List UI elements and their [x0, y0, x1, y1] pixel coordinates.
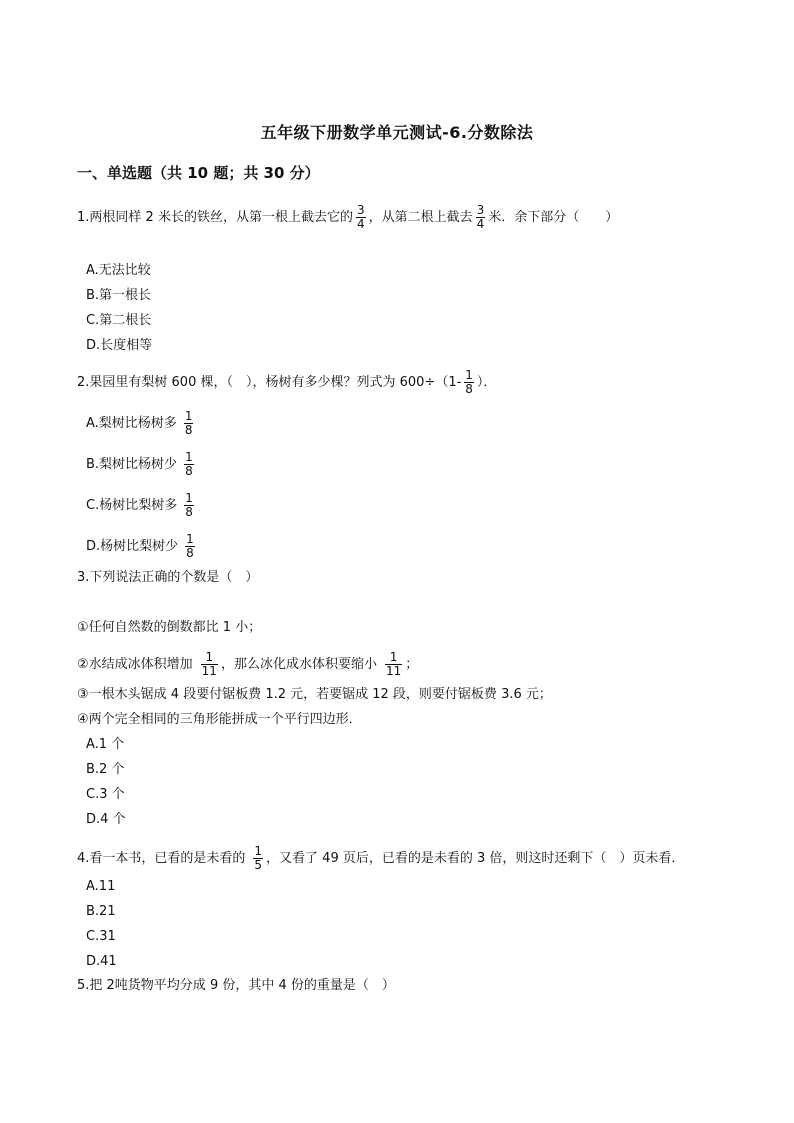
question-2	[77, 369, 496, 396]
fraction-1-8: $\frac{1}{8}$	[184, 409, 193, 437]
q4-option-a[interactable]: A.11	[86, 879, 116, 894]
q1-option-c[interactable]: C.第二根长	[86, 313, 152, 328]
fraction-1-5: $\frac{1}{5}$	[254, 844, 263, 872]
question-1-text-end: 米．余下部分（ ）	[488, 210, 619, 225]
section-heading: 一、单选题（共 10 题；共 30 分）	[77, 164, 320, 182]
question-2-text-start: 2.果园里有梨树 600 棵，（ ），杨树有多少棵？列式为 600÷（1-	[77, 375, 462, 390]
q4-option-c[interactable]: C.31	[86, 929, 116, 944]
statement-3: ③一根木头锯成 4 段要付锯板费 1.2 元，若要锯成 12 段，则要付锯板费 3.6 元；	[77, 687, 552, 702]
page-title: 五年级下册数学单元测试-6.分数除法	[260, 123, 534, 142]
statement-1: ①任何自然数的倒数都比 1 小；	[77, 620, 262, 635]
q1-option-a[interactable]: A.无法比较	[86, 263, 151, 278]
question-1	[77, 204, 618, 231]
fraction-3-4: $\frac{3}{4}$	[476, 203, 485, 231]
q3-option-d[interactable]: D.4 个	[86, 812, 126, 827]
question-3: 3.下列说法正确的个数是（ ）	[77, 570, 259, 585]
q2-option-b[interactable]: B.梨树比杨树少 $\frac{1}{8}$	[86, 450, 193, 478]
question-5: 5.把 2吨货物平均分成 9 份，其中 4 份的重量是（ ）	[77, 978, 395, 993]
q2-option-a[interactable]: A.梨树比杨树多 $\frac{1}{8}$	[86, 409, 193, 437]
fraction-1-8: $\frac{1}{8}$	[185, 450, 193, 478]
q3-option-b[interactable]: B.2 个	[86, 762, 125, 777]
question-2-text-end: ）．	[476, 375, 497, 390]
fraction-1-8: $\frac{1}{8}$	[186, 532, 194, 560]
q4-option-d[interactable]: D.41	[86, 954, 117, 969]
q2-option-c[interactable]: C.杨树比梨树多 $\frac{1}{8}$	[86, 491, 193, 519]
fraction-3-4: $\frac{3}{4}$	[356, 203, 365, 231]
statement-2: ②水结成冰体积增加 $\frac{1}{11}$ ，那么冰化成水体积要缩小 $\frac{1}{11}$ ；	[77, 650, 419, 678]
q4-option-b[interactable]: B.21	[86, 904, 116, 919]
q2-option-d[interactable]: D.杨树比梨树少 $\frac{1}{8}$	[86, 532, 194, 560]
question-1-text-mid: ，从第二根上截去	[368, 210, 473, 225]
q3-option-a[interactable]: A.1 个	[86, 737, 125, 752]
fraction-1-8: $\frac{1}{8}$	[465, 368, 473, 396]
question-4: 4.看一本书，已看的是未看的 $\frac{1}{5}$ ，又看了 49 页后，已看的是未看的 3 倍，则这时还剩下（ ）页未看．	[77, 844, 685, 872]
q3-option-c[interactable]: C.3 个	[86, 787, 125, 802]
fraction-1-11: $\frac{1}{11}$	[385, 650, 402, 678]
fraction-1-11: $\frac{1}{11}$	[201, 650, 217, 678]
statement-4: ④两个完全相同的三角形能拼成一个平行四边形．	[77, 712, 362, 727]
fraction-1-8: $\frac{1}{8}$	[185, 491, 193, 519]
q1-option-b[interactable]: B.第一根长	[86, 288, 152, 303]
q1-option-d[interactable]: D.长度相等	[86, 338, 153, 353]
question-1-text-start: 1.两根同样 2 米长的铁丝，从第一根上截去它的	[77, 210, 353, 225]
